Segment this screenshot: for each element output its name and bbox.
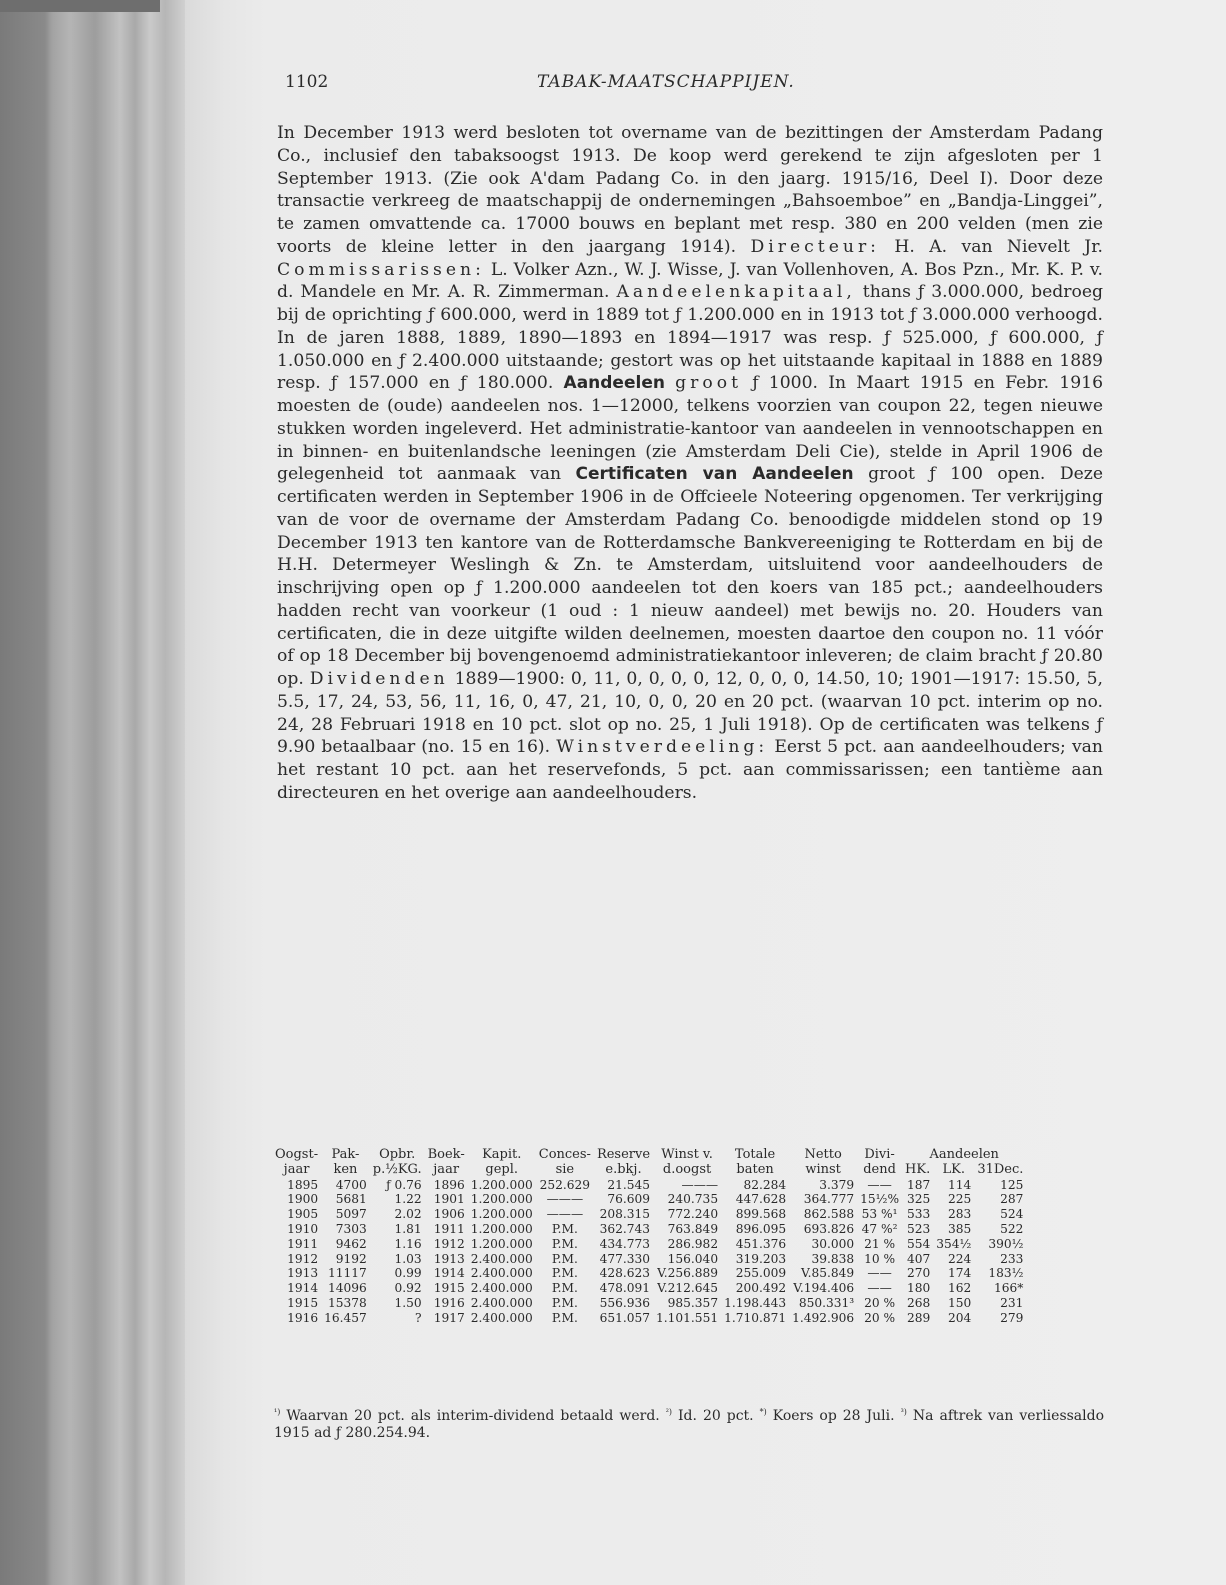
col-subheader: HK. bbox=[905, 1161, 931, 1177]
col-subheader: winst bbox=[805, 1161, 841, 1177]
text-commissarissen: L. Volker Azn., W. J. Wisse, J. van Vollenhoven, A. Bos Pzn., Mr. K. P. v. d. Mandele en Mr. A. R. Zimmerman. bbox=[277, 259, 1104, 303]
table-cell: 82.284 bbox=[743, 1177, 787, 1192]
table-cell: 1913 bbox=[287, 1266, 319, 1281]
table-cell: 554 bbox=[906, 1236, 931, 1251]
table-cell: ? bbox=[415, 1310, 422, 1325]
col-subheader: p.½KG. bbox=[372, 1161, 422, 1177]
table-cell: ——— bbox=[546, 1207, 584, 1222]
table-row bbox=[272, 1266, 1026, 1281]
table-cell: 1914 bbox=[433, 1266, 465, 1281]
table-cell: 1.200.000 bbox=[470, 1177, 533, 1192]
col-header: Winst v. bbox=[661, 1147, 713, 1162]
table-cell: 10 % bbox=[864, 1251, 896, 1266]
table-cell: P.M. bbox=[551, 1221, 578, 1236]
table-cell: 478.091 bbox=[599, 1281, 651, 1296]
table-cell: 407 bbox=[906, 1251, 931, 1266]
table-cell: 231 bbox=[1000, 1295, 1024, 1310]
table-cell: 354½ bbox=[936, 1236, 972, 1251]
table-cell: 1.81 bbox=[394, 1221, 422, 1236]
table-cell: 156.040 bbox=[667, 1251, 719, 1266]
col-subheader: d.oogst bbox=[662, 1161, 712, 1177]
table-cell: 447.628 bbox=[735, 1192, 787, 1207]
table-cell: 11117 bbox=[327, 1266, 367, 1281]
footnote-2: Id. 20 pct. bbox=[678, 1408, 754, 1424]
table-cell: 1.03 bbox=[394, 1251, 422, 1266]
col-header: Netto bbox=[804, 1147, 842, 1162]
table-cell: 224 bbox=[948, 1251, 972, 1266]
table-cell: 7303 bbox=[335, 1221, 367, 1236]
table-cell: 1.492.906 bbox=[792, 1310, 855, 1325]
table-cell: V.212.645 bbox=[657, 1281, 719, 1296]
table-row bbox=[272, 1178, 1026, 1193]
table-cell: 187 bbox=[906, 1177, 931, 1192]
table-cell: 362.743 bbox=[599, 1221, 651, 1236]
table-cell: 289 bbox=[906, 1310, 931, 1325]
table-row bbox=[272, 1296, 1026, 1311]
table-cell: 1917 bbox=[433, 1310, 465, 1325]
table-cell: 1915 bbox=[433, 1281, 465, 1296]
table-cell: 174 bbox=[948, 1266, 972, 1281]
col-subheader: sie bbox=[555, 1161, 575, 1177]
label-certificaten: Certificaten van Aandeelen bbox=[575, 464, 854, 485]
table-cell: V.194.406 bbox=[793, 1281, 855, 1296]
label-aandeelenkapitaal: Aandeelenkapitaal, bbox=[616, 282, 856, 303]
table-cell: 533 bbox=[906, 1207, 931, 1222]
text-overname: In December 1913 werd besloten tot overname van de bezittingen der Amsterdam Padang Co., inclusief den tabaksoogst 1913. De koop werd gerekend te zijn afgesloten per 1 September 1913. (Zie ook A'dam Padang Co. in den jaarg. 1915/16, Deel I). Door deze transactie verkreeg de maatschappij de ondernemingen „Bahsoemboe” en „Bandja-Linggei”, te zamen omvattende ca. 17000 bouws en beplant met resp. 380 en 200 velden (men zie voorts de kleine letter in den jaargang 1914). bbox=[277, 123, 1103, 257]
table-cell: 14096 bbox=[327, 1281, 367, 1296]
table-cell: 451.376 bbox=[735, 1236, 787, 1251]
table-cell: 899.568 bbox=[735, 1207, 787, 1222]
running-title: TABAK-MAATSCHAPPIJEN. bbox=[537, 72, 795, 92]
text-aandeelen: ƒ 1000. In Maart 1915 en Febr. 1916 moesten de (oude) aandeelen nos. 1—12000, telkens voorzien van coupon 22, tegen nieuwe stukken worden ingeleverd. Het administratie-kantoor van aandeelen in vennootschappen en in binnen- en buitenlandsche leeningen (zie Amsterdam Deli Cie), stelde in April 1906 de gelegenheid tot aanmaak van bbox=[277, 373, 1104, 485]
table-cell: 850.331³ bbox=[798, 1295, 855, 1310]
table-cell: 1914 bbox=[287, 1281, 319, 1296]
table-cell: 283 bbox=[948, 1207, 972, 1222]
table-cell: 255.009 bbox=[735, 1266, 787, 1281]
table-cell: 1916 bbox=[287, 1310, 319, 1325]
table-cell: 1.200.000 bbox=[470, 1207, 533, 1222]
table-cell: 522 bbox=[1000, 1221, 1024, 1236]
table-cell: 763.849 bbox=[667, 1221, 719, 1236]
table-cell: 1900 bbox=[287, 1192, 319, 1207]
footnote-mark-2: ²) bbox=[665, 1407, 673, 1417]
table-row bbox=[272, 1281, 1026, 1296]
book-spine-page-edges bbox=[0, 0, 200, 1585]
table-cell: 1915 bbox=[287, 1295, 319, 1310]
col-header: Divi- bbox=[864, 1147, 895, 1162]
footnotes bbox=[274, 1408, 1104, 1442]
table-cell: 15½% bbox=[860, 1192, 900, 1207]
col-header: Totale bbox=[734, 1147, 776, 1162]
col-header: Kapit. bbox=[482, 1147, 522, 1162]
label-directeur: Directeur: bbox=[750, 236, 880, 257]
col-subheader: LK. bbox=[942, 1161, 966, 1177]
table-cell: 21.545 bbox=[607, 1177, 651, 1192]
table-cell: P.M. bbox=[551, 1295, 578, 1310]
table-cell: ƒ 0.76 bbox=[386, 1177, 422, 1192]
table-cell: —— bbox=[867, 1281, 892, 1296]
table-cell: 4700 bbox=[335, 1177, 367, 1192]
table-cell: 200.492 bbox=[735, 1281, 787, 1296]
col-header: Opbr. bbox=[379, 1147, 416, 1162]
table-cell: 1.16 bbox=[394, 1236, 422, 1251]
table-cell: 162 bbox=[948, 1281, 972, 1296]
table-cell: 287 bbox=[1000, 1192, 1024, 1207]
table-row bbox=[272, 1311, 1026, 1326]
text-aandeelenkapitaal: thans ƒ 3.000.000, bedroeg bij de oprichting ƒ 600.000, werd in 1889 tot ƒ 1.200.000 en in 1913 tot ƒ 3.000.000 verhoogd. In de jaren 1888, 1889, 1890—1893 en 1894—1917 was resp. ƒ 525.000, ƒ 600.000, ƒ 1.050.000 en ƒ 2.400.000 uitstaande; gestort was op het uitstaande kapitaal in 1888 en 1889 resp. ƒ 157.000 en ƒ 180.000. bbox=[277, 282, 1104, 394]
table-cell: V.256.889 bbox=[657, 1266, 719, 1281]
table-cell: 428.623 bbox=[599, 1266, 651, 1281]
footnote-3: Na aftrek van verliessaldo 1915 ad ƒ 280.254.94. bbox=[274, 1408, 1105, 1441]
table-cell: 2.400.000 bbox=[470, 1251, 533, 1266]
table-cell: 2.02 bbox=[394, 1207, 422, 1222]
table-cell: P.M. bbox=[551, 1236, 578, 1251]
table-cell: 319.203 bbox=[735, 1251, 787, 1266]
table-body bbox=[272, 1178, 1026, 1326]
table-cell: 2.400.000 bbox=[470, 1266, 533, 1281]
table-cell: 0.92 bbox=[394, 1281, 422, 1296]
table-cell: 240.735 bbox=[667, 1192, 719, 1207]
table-cell: 20 % bbox=[864, 1310, 896, 1325]
footnote-mark-4: *) bbox=[759, 1407, 767, 1417]
table-cell: 30.000 bbox=[811, 1236, 855, 1251]
table-header-row-1 bbox=[272, 1148, 1026, 1163]
table-cell: 772.240 bbox=[667, 1207, 719, 1222]
table-cell: P.M. bbox=[551, 1266, 578, 1281]
label-commissarissen: Commissarissen: bbox=[277, 259, 485, 280]
text-directeur: H. A. van Nievelt Jr. bbox=[894, 236, 1103, 257]
table-cell: 1.200.000 bbox=[470, 1236, 533, 1251]
col-header: Conces- bbox=[538, 1147, 591, 1162]
page-number: 1102 bbox=[285, 72, 329, 92]
col-header: Reserve bbox=[596, 1147, 651, 1162]
book-cover-edge bbox=[0, 0, 160, 12]
table-cell: 21 % bbox=[864, 1236, 896, 1251]
col-subheader: e.bkj. bbox=[605, 1161, 642, 1177]
table-cell: 1.101.551 bbox=[656, 1310, 719, 1325]
text-dividenden: 1889—1900: 0, 11, 0, 0, 0, 0, 12, 0, 0, 0, 14.50, 10; 1901—1917: 15.50, 5, 5.5, 17, 24, 53, 56, 11, 16, 0, 47, 21, 10, 0, 0, 20 en 20 pct. (waarvan 10 pct. interim op no. 24, 28 Februari 1918 en 10 pct. slot op no. 25, 1 Juli 1918). Op de certificaten was telkens ƒ 9.90 betaalbaar (no. 15 en 16). bbox=[277, 669, 1104, 758]
table-cell: 1912 bbox=[287, 1251, 319, 1266]
table-cell: 279 bbox=[1000, 1310, 1024, 1325]
table-cell: 1905 bbox=[287, 1207, 319, 1222]
table-cell: 385 bbox=[948, 1221, 972, 1236]
table-cell: P.M. bbox=[551, 1281, 578, 1296]
table-cell: ——— bbox=[546, 1192, 584, 1207]
footnote-1: Waarvan 20 pct. als interim-dividend betaald werd. bbox=[286, 1408, 660, 1424]
table-cell: 252.629 bbox=[539, 1177, 591, 1192]
table-cell: 2.400.000 bbox=[470, 1281, 533, 1296]
table-cell: 477.330 bbox=[599, 1251, 651, 1266]
table-cell: 2.400.000 bbox=[470, 1295, 533, 1310]
table-cell: 20 % bbox=[864, 1295, 896, 1310]
table-cell: 183½ bbox=[988, 1266, 1024, 1281]
table-cell: 1916 bbox=[433, 1295, 465, 1310]
text-certificaten: groot ƒ 100 open. Deze certificaten werden in September 1906 in de Offcieele Noteering opgenomen. Ter verkrijging van de voor de overname der Amsterdam Padang Co. benoodigde middelen stond op 19 December 1913 ten kantore van de Rotterdamsche Bankvereeniging te Rotterdam en bij de H.H. Determeyer Weslingh & Zn. te Amsterdam, uitsluitend voor aandeelhouders de inschrijving open op ƒ 1.200.000 aandeelen tot den koers van 185 pct.; aandeelhouders hadden recht van voorkeur (1 oud : 1 nieuw aandeel) met bewijs no. 20. Houders van certificaten, die in deze uitgifte wilden deelnemen, moesten daartoe den coupon no. 11 vóór of op 18 December bij bovengenoemd administratiekantoor inleveren; de claim bracht ƒ 20.80 op. bbox=[277, 464, 1104, 689]
table-cell: P.M. bbox=[551, 1251, 578, 1266]
table-cell: 364.777 bbox=[803, 1192, 855, 1207]
table-cell: 651.057 bbox=[599, 1310, 651, 1325]
table-row bbox=[272, 1252, 1026, 1267]
table-cell: V.85.849 bbox=[800, 1266, 855, 1281]
table-cell: 125 bbox=[1000, 1177, 1024, 1192]
footnote-mark-1: ¹) bbox=[274, 1407, 281, 1417]
table-cell: 53 %¹ bbox=[861, 1207, 898, 1222]
table-cell: 76.609 bbox=[607, 1192, 651, 1207]
col-header: Oogst- bbox=[275, 1147, 319, 1162]
col-subheader: jaar bbox=[433, 1161, 460, 1177]
col-subheader: 31Dec. bbox=[977, 1161, 1024, 1177]
table-cell: 204 bbox=[948, 1310, 972, 1325]
table-cell: 523 bbox=[906, 1221, 931, 1236]
footnote-mark-3: ³) bbox=[900, 1407, 907, 1417]
col-subheader: baten bbox=[736, 1161, 774, 1177]
table-cell: 1913 bbox=[433, 1251, 465, 1266]
label-aandeelen: Aandeelen bbox=[563, 373, 665, 394]
table-cell: 862.588 bbox=[803, 1207, 855, 1222]
table-cell: 1.200.000 bbox=[470, 1192, 533, 1207]
table-cell: 1.710.871 bbox=[724, 1310, 787, 1325]
table-cell: 286.982 bbox=[667, 1236, 719, 1251]
table-cell: 47 %² bbox=[861, 1221, 898, 1236]
table-cell: 9462 bbox=[335, 1236, 367, 1251]
table-cell: 1896 bbox=[433, 1177, 465, 1192]
col-subheader: jaar bbox=[283, 1161, 310, 1177]
body-text bbox=[277, 122, 1103, 805]
table-cell: 1906 bbox=[433, 1207, 465, 1222]
table-cell: 524 bbox=[1000, 1207, 1024, 1222]
paragraph-main bbox=[277, 122, 1103, 805]
table-cell: 896.095 bbox=[735, 1221, 787, 1236]
label-winstverdeeling: Winstverdeeling: bbox=[556, 737, 769, 758]
col-header-aandeelen: Aandeelen bbox=[929, 1147, 999, 1162]
table-cell: —— bbox=[867, 1177, 892, 1192]
table-cell: 1.50 bbox=[394, 1295, 422, 1310]
table-cell: 1910 bbox=[287, 1221, 319, 1236]
table-row bbox=[272, 1237, 1026, 1252]
col-subheader: ken bbox=[333, 1161, 358, 1177]
table-cell: 1911 bbox=[433, 1221, 465, 1236]
col-header: Boek- bbox=[427, 1147, 465, 1162]
table-cell: 1912 bbox=[433, 1236, 465, 1251]
table-cell: 1911 bbox=[287, 1236, 319, 1251]
table-cell: 114 bbox=[948, 1177, 972, 1192]
table-cell: 180 bbox=[906, 1281, 931, 1296]
table-cell: 225 bbox=[948, 1192, 972, 1207]
table-cell: 39.838 bbox=[811, 1251, 855, 1266]
table-cell: 15378 bbox=[327, 1295, 367, 1310]
table-cell: 3.379 bbox=[819, 1177, 855, 1192]
table-cell: 434.773 bbox=[599, 1236, 651, 1251]
table-cell: ——— bbox=[681, 1177, 719, 1192]
table-row bbox=[272, 1222, 1026, 1237]
table-cell: 270 bbox=[906, 1266, 931, 1281]
col-header: Pak- bbox=[331, 1147, 360, 1162]
text-winstverdeeling: Eerst 5 pct. aan aandeelhouders; van het restant 10 pct. aan het reservefonds, 5 pct. aan commissarissen; een tantième aan directeuren en het overige aan aandeelhouders. bbox=[277, 737, 1103, 803]
table-cell: 208.315 bbox=[599, 1207, 651, 1222]
table-cell: 985.357 bbox=[667, 1295, 719, 1310]
table-cell: 1895 bbox=[287, 1177, 319, 1192]
table-cell: 325 bbox=[906, 1192, 931, 1207]
footnote-4: Koers op 28 Juli. bbox=[772, 1408, 895, 1424]
table-cell: 150 bbox=[948, 1295, 972, 1310]
table-cell: 268 bbox=[906, 1295, 931, 1310]
table-cell: 9192 bbox=[335, 1251, 367, 1266]
label-dividenden: Dividenden bbox=[309, 669, 449, 689]
table-cell: 0.99 bbox=[394, 1266, 422, 1281]
table-cell: 2.400.000 bbox=[470, 1310, 533, 1325]
table-cell: 166* bbox=[994, 1281, 1024, 1296]
table-cell: 1.198.443 bbox=[724, 1295, 787, 1310]
table-cell: 1.200.000 bbox=[470, 1221, 533, 1236]
table-cell: P.M. bbox=[551, 1310, 578, 1325]
col-subheader: gepl. bbox=[485, 1161, 519, 1177]
table-cell: 693.826 bbox=[803, 1221, 855, 1236]
table-cell: 5097 bbox=[335, 1207, 367, 1222]
table-cell: 5681 bbox=[335, 1192, 367, 1207]
table-cell: —— bbox=[867, 1266, 892, 1281]
table-cell: 390½ bbox=[988, 1236, 1024, 1251]
table-row bbox=[272, 1192, 1026, 1207]
table-cell: 233 bbox=[1000, 1251, 1024, 1266]
col-subheader: dend bbox=[863, 1161, 896, 1177]
financial-table bbox=[272, 1148, 1026, 1326]
table-row bbox=[272, 1207, 1026, 1222]
running-head bbox=[285, 72, 1105, 96]
table-cell: 1.22 bbox=[394, 1192, 422, 1207]
table-cell: 556.936 bbox=[599, 1295, 651, 1310]
table-cell: 16.457 bbox=[324, 1310, 367, 1325]
table-header-row-2 bbox=[272, 1163, 1026, 1178]
label-groot: groot bbox=[675, 373, 742, 394]
table-cell: 1901 bbox=[433, 1192, 465, 1207]
